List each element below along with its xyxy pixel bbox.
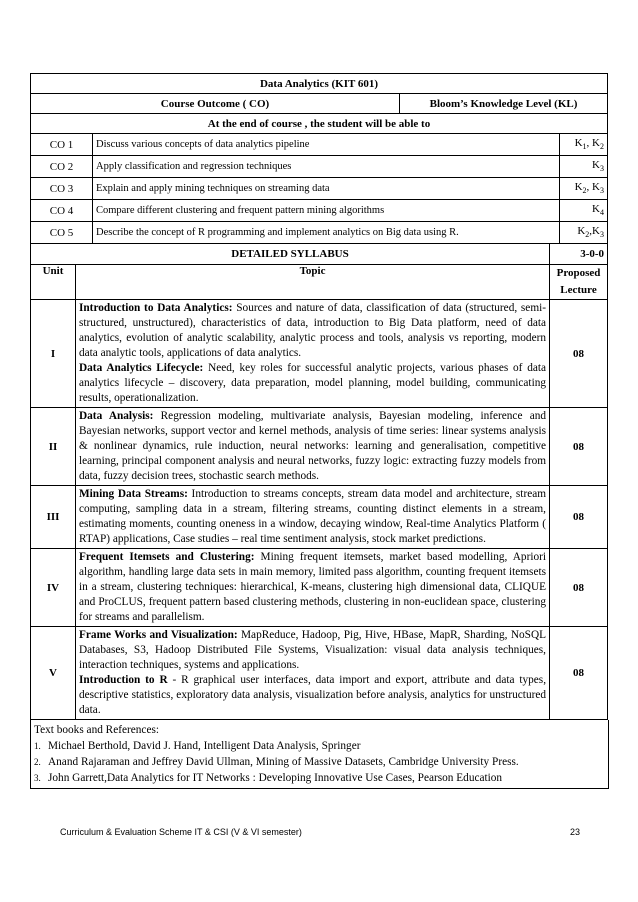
- unit-lecture-count: 08: [550, 300, 608, 408]
- co-knowledge-level: $K_2,K_3$: [560, 222, 608, 244]
- co-knowledge-level: $K_1$, $K_2$: [560, 134, 608, 156]
- co-id: CO 4: [31, 200, 93, 222]
- topic-heading: Introduction to Data Analytics:: [79, 302, 233, 314]
- topic-subheading: Introduction to R: [79, 674, 168, 686]
- reference-text: Anand Rajaraman and Jeffrey David Ullman, Mining of Massive Datasets, Cambridge University Press.: [48, 756, 519, 768]
- course-outcome-label: Course Outcome ( CO): [31, 94, 400, 114]
- unit-topic: [76, 300, 550, 408]
- co-knowledge-level: $K_2$, $K_3$: [560, 178, 608, 200]
- co-description: Compare different clustering and frequent pattern mining algorithms: [93, 200, 560, 222]
- unit-number: I: [31, 300, 76, 408]
- unit-lecture-count: 08: [550, 627, 608, 720]
- syllabus-unit-row: [31, 486, 608, 549]
- co-description: Explain and apply mining techniques on streaming data: [93, 178, 560, 200]
- syllabus-unit-row: [31, 408, 608, 486]
- ltp-value: 3-0-0: [550, 244, 608, 265]
- unit-topic: [76, 408, 550, 486]
- co-knowledge-level: $K_4$: [560, 200, 608, 222]
- unit-number: IV: [31, 549, 76, 627]
- unit-lecture-count: 08: [550, 408, 608, 486]
- topic-heading: Frame Works and Visualization:: [79, 629, 238, 641]
- references-list: [34, 738, 605, 786]
- co-description: Apply classification and regression techniques: [93, 156, 560, 178]
- reference-item: [34, 738, 605, 754]
- co-row: [31, 222, 608, 244]
- co-id: CO 3: [31, 178, 93, 200]
- topic-subheading: Data Analytics Lifecycle:: [79, 362, 204, 374]
- page-footer: [60, 827, 580, 837]
- unit-topic: [76, 627, 550, 720]
- co-knowledge-level: $K_3$: [560, 156, 608, 178]
- co-id: CO 2: [31, 156, 93, 178]
- reference-item: [34, 754, 605, 770]
- col-unit-header: Unit: [31, 265, 76, 300]
- topic-subtext: - R graphical user interfaces, data import and export, attribute and data types, descriptive statistics, exploratory data analysis, visualization before analysis, analytics for unstructured data.: [79, 674, 547, 716]
- topic-text: Introduction to streams concepts, stream data model and architecture, stream computing, sampling data in a stream, filtering streams, counting distinct elements in a stream, estimating moments, counting oneness in a window, decaying window, Real-time Analytics Platform ( RTAP) applications, Case studies – real time sentiment analysis, stock market predictions.: [79, 488, 547, 545]
- detailed-syllabus-table: [30, 243, 608, 720]
- syllabus-document: [30, 73, 607, 789]
- topic-heading: Data Analysis:: [79, 410, 154, 422]
- unit-number: V: [31, 627, 76, 720]
- references-section: [30, 720, 609, 789]
- intro-text: At the end of course , the student will be able to: [31, 114, 608, 134]
- blooms-level-label: Bloom’s Knowledge Level (KL): [400, 94, 608, 114]
- reference-number: 1.: [34, 741, 41, 751]
- reference-item: [34, 770, 605, 786]
- syllabus-unit-row: [31, 300, 608, 408]
- topic-text: Regression modeling, multivariate analysis, Bayesian modeling, inference and Bayesian networks, support vector and kernel methods, analysis of time series: linear systems analysis & nonlinear dynamics, rule induction, neural networks: learning and generalisation, competitive learning, principal component analysis and neural networks, fuzzy logic: extracting fuzzy models from data, fuzzy decision trees, stochastic search methods.: [79, 410, 547, 482]
- reference-number: 3.: [34, 773, 41, 783]
- footer-text: Curriculum & Evaluation Scheme IT & CSI (V & VI semester): [60, 827, 302, 837]
- reference-text: Michael Berthold, David J. Hand, Intelligent Data Analysis, Springer: [48, 740, 361, 752]
- unit-topic: [76, 549, 550, 627]
- syllabus-unit-row: [31, 627, 608, 720]
- syllabus-title: DETAILED SYLLABUS: [31, 244, 550, 265]
- unit-topic: [76, 486, 550, 549]
- col-topic-header: Topic: [76, 265, 550, 300]
- topic-text: MapReduce, Hadoop, Pig, Hive, HBase, MapR, Sharding, NoSQL Databases, S3, Hadoop Distributed File Systems, Visualization: visual data analysis techniques, interaction techniques, systems and applications.: [79, 629, 547, 671]
- unit-number: II: [31, 408, 76, 486]
- topic-text: Sources and nature of data, classification of data (structured, semi-structured, unstructured), characteristics of data, introduction to Big Data platform, need of data analytics, evolution of analytic scalability, analytic process and tools, analysis vs reporting, modern data analytic tools, applications of data analytics.: [79, 302, 547, 359]
- course-outcome-table: [30, 73, 608, 134]
- reference-number: 2.: [34, 757, 41, 767]
- unit-lecture-count: 08: [550, 549, 608, 627]
- reference-text: John Garrett,Data Analytics for IT Networks : Developing Innovative Use Cases, Pearson Education: [48, 772, 503, 784]
- co-list-table: [30, 133, 608, 244]
- topic-subtext: Need, key roles for successful analytic projects, various phases of data analytics lifecycle – discovery, data preparation, model planning, model building, communicating results, operationalization.: [79, 362, 547, 404]
- co-row: [31, 134, 608, 156]
- co-row: [31, 178, 608, 200]
- topic-heading: Mining Data Streams:: [79, 488, 188, 500]
- co-row: [31, 156, 608, 178]
- unit-number: III: [31, 486, 76, 549]
- references-heading: Text books and References:: [34, 724, 159, 736]
- col-lecture-header: Proposed Lecture: [550, 265, 608, 300]
- co-description: Describe the concept of R programming and implement analytics on Big data using R.: [93, 222, 560, 244]
- co-id: CO 1: [31, 134, 93, 156]
- co-description: Discuss various concepts of data analytics pipeline: [93, 134, 560, 156]
- unit-lecture-count: 08: [550, 486, 608, 549]
- topic-text: Mining frequent itemsets, market based modelling, Apriori algorithm, handling large data sets in main memory, limited pass algorithm, counting frequent itemsets in a stream, clustering techniques: hierarchical, K-means, clustering high dimensional data, CLIQUE and ProCLUS, frequent pattern based clustering methods, clustering in non-euclidean space, clustering for streams and parallelism.: [79, 551, 547, 623]
- course-title: Data Analytics (KIT 601): [31, 74, 608, 94]
- page-number: 23: [569, 827, 580, 837]
- co-id: CO 5: [31, 222, 93, 244]
- syllabus-unit-row: [31, 549, 608, 627]
- topic-heading: Frequent Itemsets and Clustering:: [79, 551, 255, 563]
- co-row: [31, 200, 608, 222]
